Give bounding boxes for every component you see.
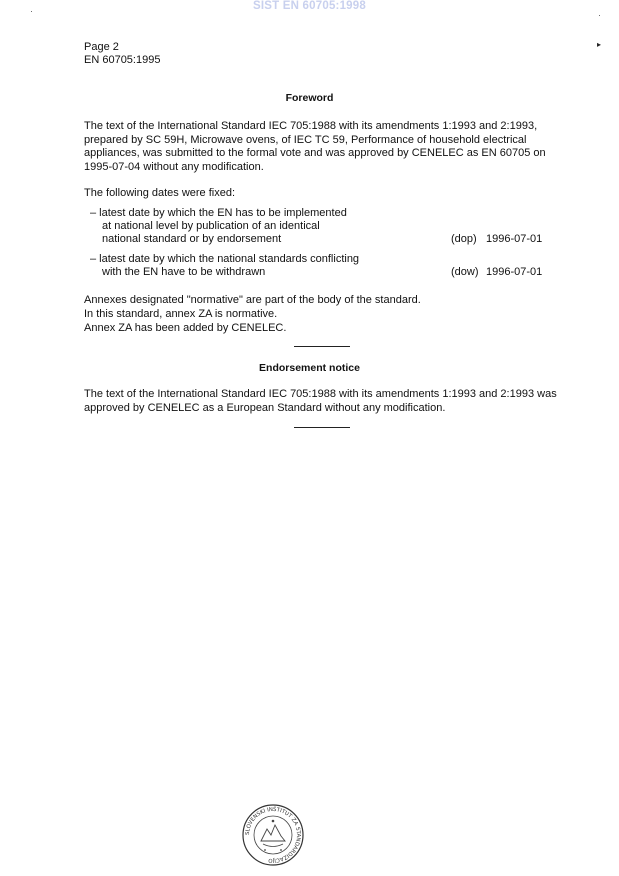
standard-number: EN 60705:1995 bbox=[84, 54, 161, 66]
watermark: SIST EN 60705:1998 bbox=[253, 0, 366, 12]
foreword-paragraph: The text of the International Standard IEC 705:1988 with its amendments 1:1993 and 2:1993, prepared by SC 59H, Microwave ovens, of IEC TC 59, Performance of household electrical appliances, was submitted to the formal vote and was approved by CENELEC as EN 60705 on 1995-07-04 without any modification. bbox=[84, 120, 546, 173]
section-divider bbox=[294, 346, 350, 347]
date-item-line: at national level by publication of an identical bbox=[102, 220, 320, 232]
page-number: Page 2 bbox=[84, 41, 119, 53]
endorsement-paragraph: The text of the International Standard IEC 705:1988 with its amendments 1:1993 and 2:1993 was approved by CENELEC as a European Standard without any modification. bbox=[84, 388, 557, 414]
scan-mark: ▸ bbox=[597, 40, 602, 49]
seal-text: SLOVENSKI INŠTITUT ZA STANDARDIZACIJO bbox=[244, 806, 302, 864]
date-code-dop: (dop) bbox=[451, 233, 477, 245]
date-item-line: national standard or by endorsement bbox=[102, 233, 282, 245]
dates-intro: The following dates were fixed: bbox=[84, 187, 236, 199]
date-item-withdrawal bbox=[90, 253, 359, 279]
annex-statement: Annex ZA has been added by CENELEC. bbox=[84, 322, 287, 334]
endorsement-title: Endorsement notice bbox=[259, 362, 360, 374]
date-code-dow: (dow) bbox=[451, 266, 479, 278]
date-item-line: – latest date by which the EN has to be implemented bbox=[90, 207, 347, 219]
date-item-line: with the EN have to be withdrawn bbox=[102, 266, 266, 278]
date-item-line: – latest date by which the national standards conflicting bbox=[90, 253, 360, 265]
annex-statement: In this standard, annex ZA is normative. bbox=[84, 308, 278, 320]
section-divider bbox=[294, 427, 350, 428]
date-item-implementation bbox=[90, 207, 347, 246]
annex-statement: Annexes designated "normative" are part of the body of the standard. bbox=[84, 294, 421, 306]
scan-mark: · bbox=[30, 6, 33, 16]
foreword-title: Foreword bbox=[285, 92, 334, 104]
date-value-dop: 1996-07-01 bbox=[486, 233, 543, 245]
scan-mark: · bbox=[598, 10, 601, 20]
institute-seal-icon bbox=[241, 803, 305, 867]
date-value-dow: 1996-07-01 bbox=[486, 266, 543, 278]
